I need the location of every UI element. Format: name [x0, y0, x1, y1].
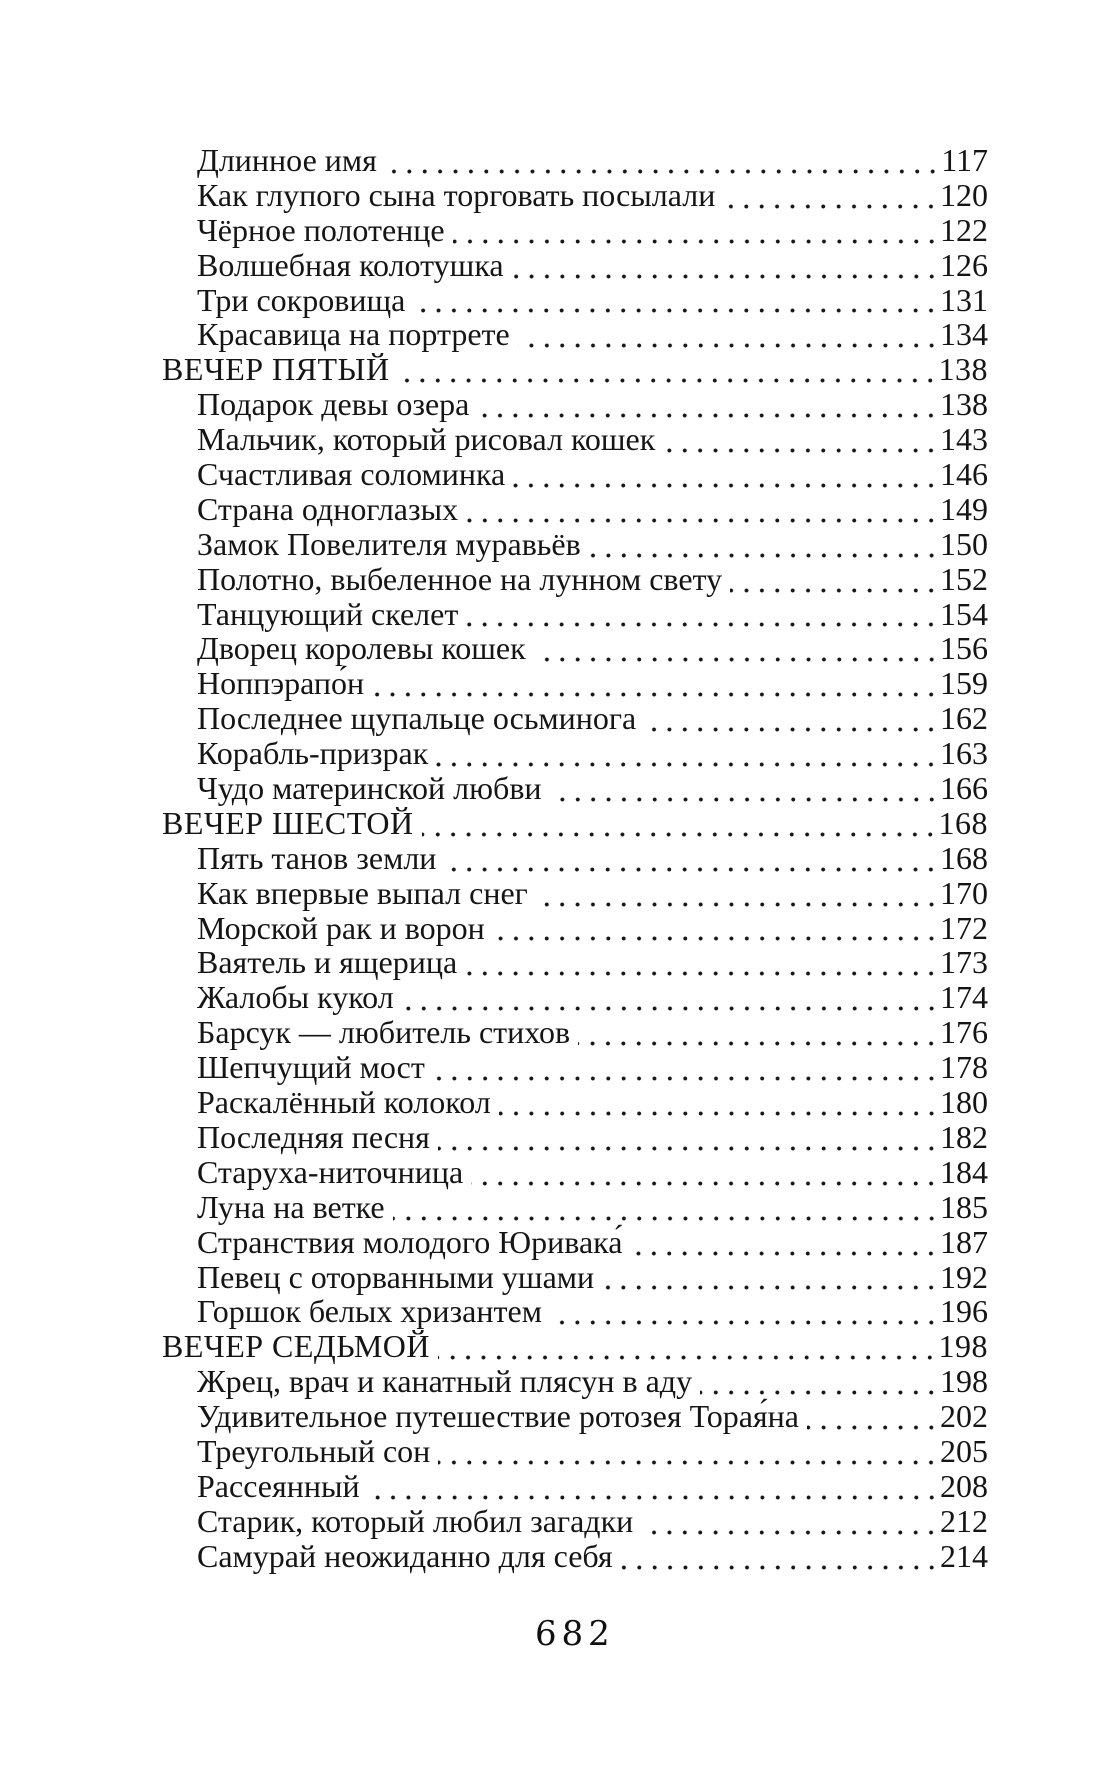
toc-entry-title: Старуха-ниточница — [197, 1153, 464, 1190]
toc-row — [162, 771, 988, 806]
toc-row — [162, 1329, 988, 1364]
toc-row — [162, 1294, 988, 1329]
dot-leader — [644, 727, 939, 732]
toc-entry-title: Барсук — любитель стихов — [197, 1014, 571, 1051]
toc-entry-page: 187 — [940, 1223, 988, 1260]
toc-entry-title: Самурай неожиданно для себя — [197, 1537, 613, 1574]
toc-entry-page: 214 — [940, 1537, 988, 1574]
toc-row — [162, 631, 988, 666]
toc-row — [162, 283, 988, 318]
toc-entry-page: 143 — [940, 421, 988, 458]
dot-leader — [385, 169, 940, 174]
toc-entry-title: Корабль-призрак — [197, 735, 429, 772]
dot-leader — [663, 448, 939, 453]
toc-entry-page: 138 — [940, 386, 988, 423]
toc-row — [162, 841, 988, 876]
toc-entry-page: 156 — [940, 630, 988, 667]
dot-leader — [807, 1425, 939, 1430]
toc-entry-page: 120 — [940, 176, 988, 213]
dot-leader — [438, 1460, 939, 1465]
dot-leader — [493, 936, 939, 941]
dot-leader — [438, 1146, 939, 1151]
toc-row — [162, 248, 988, 283]
toc-row — [162, 1539, 988, 1574]
toc-entry-page: 146 — [940, 456, 988, 493]
toc-entry-page: 208 — [940, 1467, 988, 1504]
dot-leader — [589, 553, 939, 558]
toc-entry-page: 198 — [938, 1328, 988, 1365]
toc-entry-page: 168 — [940, 839, 988, 876]
toc-entry-title: Певец с оторванными ушами — [197, 1258, 595, 1295]
toc-entry-title: Ваятель и ящерица — [197, 944, 458, 981]
dot-leader — [372, 692, 939, 697]
toc-row — [162, 1050, 988, 1085]
toc-row — [162, 422, 988, 457]
toc-entry-title: Последняя песня — [197, 1118, 430, 1155]
toc-entry-page: 185 — [940, 1188, 988, 1225]
toc-row — [162, 1085, 988, 1120]
toc-entry-title: Удивительное путешествие ротозея Торая́на — [197, 1398, 799, 1435]
toc-entry-page: 138 — [938, 351, 988, 388]
dot-leader — [453, 239, 939, 244]
dot-leader — [438, 1355, 937, 1360]
dot-leader — [550, 797, 939, 802]
toc-entry-title: Волшебная колотушка — [197, 246, 504, 283]
toc-entry-title: Шепчущий мост — [197, 1049, 425, 1086]
toc-row — [162, 597, 988, 632]
toc-entry-page: 205 — [940, 1432, 988, 1469]
toc-row — [162, 492, 988, 527]
toc-entry-title: Страна одноглазых — [197, 490, 459, 527]
toc-row — [162, 143, 988, 178]
dot-leader — [630, 1251, 939, 1256]
toc-row — [162, 980, 988, 1015]
toc-entry-title: Пять танов земли — [197, 839, 437, 876]
toc-entry-page: 168 — [938, 804, 988, 841]
dot-leader — [621, 1565, 939, 1570]
toc-row — [162, 1469, 988, 1504]
dot-leader — [602, 1285, 939, 1290]
dot-leader — [641, 1530, 939, 1535]
toc-entry-title: Горшок белых хризантем — [197, 1293, 542, 1330]
toc-row — [162, 945, 988, 980]
toc-entry-title: Раскалённый колокол — [197, 1084, 491, 1121]
dot-leader — [413, 308, 939, 313]
toc-entry-page: 212 — [940, 1502, 988, 1539]
toc-entry-title: ВЕЧЕР СЕДЬМОЙ — [162, 1328, 431, 1365]
toc-entry-title: Морской рак и ворон — [197, 909, 485, 946]
dot-leader — [477, 413, 939, 418]
toc-entry-page: 178 — [940, 1049, 988, 1086]
toc-row — [162, 736, 988, 771]
dot-leader — [518, 343, 939, 348]
toc-entry-title: Рассеянный — [197, 1467, 360, 1504]
toc-entry-title: ВЕЧЕР ПЯТЫЙ — [162, 351, 390, 388]
toc-entry-title: Чёрное полотенце — [197, 211, 445, 248]
toc-row — [162, 1260, 988, 1295]
dot-leader — [536, 902, 939, 907]
dot-leader — [534, 657, 939, 662]
toc-entry-title: Дворец королевы кошек — [197, 630, 526, 667]
toc-row — [162, 317, 988, 352]
toc-entry-title: Как впервые выпал снег — [197, 874, 528, 911]
toc-entry-page: 149 — [940, 490, 988, 527]
toc-entry-title: Счастливая соломинка — [197, 456, 506, 493]
toc-entry-page: 198 — [940, 1363, 988, 1400]
toc-entry-page: 172 — [940, 909, 988, 946]
dot-leader — [730, 588, 939, 593]
toc-row — [162, 1155, 988, 1190]
toc-entry-title: Танцующий скелет — [197, 595, 459, 632]
toc-entry-title: Как глупого сына торговать посылали — [197, 176, 716, 213]
toc-entry-page: 154 — [940, 595, 988, 632]
table-of-contents — [162, 143, 988, 1574]
toc-row — [162, 1434, 988, 1469]
toc-row — [162, 911, 988, 946]
toc-row — [162, 527, 988, 562]
dot-leader — [368, 1495, 939, 1500]
dot-leader — [402, 1006, 939, 1011]
toc-entry-page: 134 — [940, 316, 988, 353]
toc-entry-page: 192 — [940, 1258, 988, 1295]
dot-leader — [393, 1216, 939, 1221]
dot-leader — [465, 971, 939, 976]
toc-entry-page: 126 — [940, 246, 988, 283]
dot-leader — [466, 518, 939, 523]
toc-row — [162, 701, 988, 736]
toc-entry-title: Подарок девы озера — [197, 386, 470, 423]
toc-entry-title: Мальчик, который рисовал кошек — [197, 421, 656, 458]
toc-entry-title: Треугольный сон — [197, 1432, 431, 1469]
toc-entry-title: Жрец, врач и канатный плясун в аду — [197, 1363, 693, 1400]
dot-leader — [444, 867, 939, 872]
folio-number: 682 — [534, 1614, 616, 1654]
toc-entry-page: 163 — [940, 735, 988, 772]
toc-entry-title: Длинное имя — [197, 142, 377, 178]
toc-row — [162, 178, 988, 213]
toc-entry-page: 184 — [940, 1153, 988, 1190]
toc-entry-title: Жалобы кукол — [197, 979, 394, 1016]
dot-leader — [436, 762, 939, 767]
toc-entry-page: 166 — [940, 770, 988, 807]
dot-leader — [471, 1181, 939, 1186]
toc-row — [162, 666, 988, 701]
toc-row — [162, 1015, 988, 1050]
dot-leader — [550, 1320, 939, 1325]
toc-entry-page: 173 — [940, 944, 988, 981]
toc-entry-page: 117 — [941, 142, 988, 178]
toc-row — [162, 1504, 988, 1539]
toc-row — [162, 1120, 988, 1155]
toc-entry-title: Полотно, выбеленное на лунном свету — [197, 560, 723, 597]
toc-row — [162, 1225, 988, 1260]
toc-entry-title: Старик, который любил загадки — [197, 1502, 634, 1539]
toc-entry-page: 170 — [940, 874, 988, 911]
toc-entry-title: Три сокровища — [197, 281, 406, 318]
toc-entry-title: Последнее щупальце осьминога — [197, 700, 637, 737]
dot-leader — [398, 378, 938, 383]
toc-entry-page: 162 — [940, 700, 988, 737]
dot-leader — [422, 832, 938, 837]
toc-row — [162, 457, 988, 492]
toc-entry-page: 180 — [940, 1084, 988, 1121]
toc-entry-title: Луна на ветке — [197, 1188, 385, 1225]
toc-entry-page: 202 — [940, 1398, 988, 1435]
dot-leader — [578, 1041, 939, 1046]
dot-leader — [512, 274, 939, 279]
toc-entry-title: Замок Повелителя муравьёв — [197, 525, 581, 562]
toc-entry-page: 152 — [940, 560, 988, 597]
toc-row — [162, 1364, 988, 1399]
toc-entry-page: 131 — [940, 281, 988, 318]
toc-entry-page: 159 — [940, 665, 988, 702]
dot-leader — [700, 1390, 939, 1395]
toc-row — [162, 1399, 988, 1434]
toc-entry-page: 176 — [940, 1014, 988, 1051]
dot-leader — [466, 622, 939, 627]
toc-row — [162, 352, 988, 387]
toc-entry-page: 196 — [940, 1293, 988, 1330]
toc-row — [162, 562, 988, 597]
toc-entry-title: Ноппэрапо́н — [197, 665, 365, 702]
toc-row — [162, 387, 988, 422]
dot-leader — [513, 483, 939, 488]
toc-row — [162, 213, 988, 248]
toc-entry-title: Чудо материнской любви — [197, 770, 542, 807]
toc-entry-title: Красавица на портрете — [197, 316, 510, 353]
dot-leader — [723, 204, 939, 209]
toc-row — [162, 806, 988, 841]
toc-entry-title: ВЕЧЕР ШЕСТОЙ — [162, 804, 414, 841]
toc-entry-page: 122 — [940, 211, 988, 248]
dot-leader — [433, 1076, 939, 1081]
dot-leader — [499, 1111, 939, 1116]
toc-entry-page: 150 — [940, 525, 988, 562]
toc-row — [162, 1190, 988, 1225]
toc-entry-page: 174 — [940, 979, 988, 1016]
toc-entry-page: 182 — [940, 1118, 988, 1155]
toc-entry-title: Странствия молодого Юривака́ — [197, 1223, 623, 1260]
toc-row — [162, 876, 988, 911]
